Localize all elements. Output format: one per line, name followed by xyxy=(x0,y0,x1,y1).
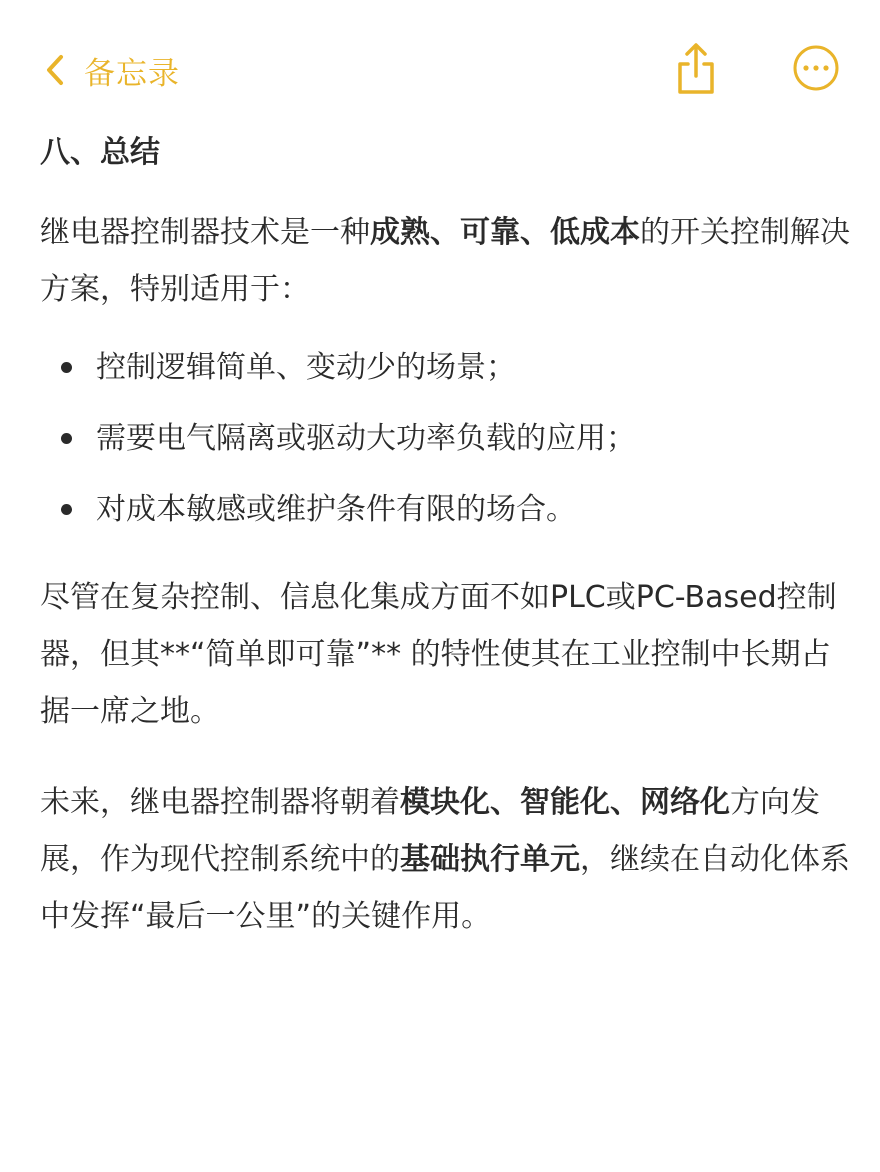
note-body xyxy=(40,128,850,945)
more-icon xyxy=(792,77,840,96)
outlook-text-1: 未来，继电器控制器将朝着 xyxy=(40,785,400,820)
more-options-button[interactable] xyxy=(792,44,840,92)
intro-bold: 成熟、可靠、低成本 xyxy=(370,215,640,250)
comparison-paragraph: 尽管在复杂控制、信息化集成方面不如PLC或PC-Based控制器，但其**“简单即可靠”** 的特性使其在工业控制中长期占据一席之地。 xyxy=(40,580,837,729)
bullet-text: 需要电气隔离或驱动大功率负载的应用； xyxy=(96,421,636,456)
bullet-dot xyxy=(61,433,72,444)
bullet-dot xyxy=(61,504,72,515)
bullet-text: 对成本敏感或维护条件有限的场合。 xyxy=(96,492,576,527)
bullet-item xyxy=(40,332,850,403)
bullet-list xyxy=(40,332,850,545)
back-label: 备忘录 xyxy=(84,55,180,92)
share-icon xyxy=(672,81,720,100)
share-button[interactable] xyxy=(672,40,720,96)
intro-text-1: 继电器控制器技术是一种 xyxy=(40,215,370,250)
section-heading: 八、总结 xyxy=(40,135,160,170)
outlook-text-2: 方向发展，作为现代控制系统中的 xyxy=(40,785,820,877)
intro-paragraph xyxy=(40,204,850,318)
bullet-item xyxy=(40,403,850,474)
outlook-paragraph xyxy=(40,774,850,945)
outlook-bold-2: 基础执行单元 xyxy=(400,842,580,877)
back-button[interactable] xyxy=(44,40,180,100)
outlook-bold-1: 模块化、智能化、网络化 xyxy=(400,785,730,820)
bullet-item xyxy=(40,474,850,545)
chevron-left-icon xyxy=(44,54,66,86)
bullet-text: 控制逻辑简单、变动少的场景； xyxy=(96,350,516,385)
top-navigation-bar xyxy=(0,0,880,120)
intro-text-2: 的开关控制解决方案，特别适用于： xyxy=(40,215,850,307)
bullet-dot xyxy=(61,362,72,373)
outlook-text-3: ，继续在自动化体系中发挥“最后一公里”的关键作用。 xyxy=(40,842,850,934)
